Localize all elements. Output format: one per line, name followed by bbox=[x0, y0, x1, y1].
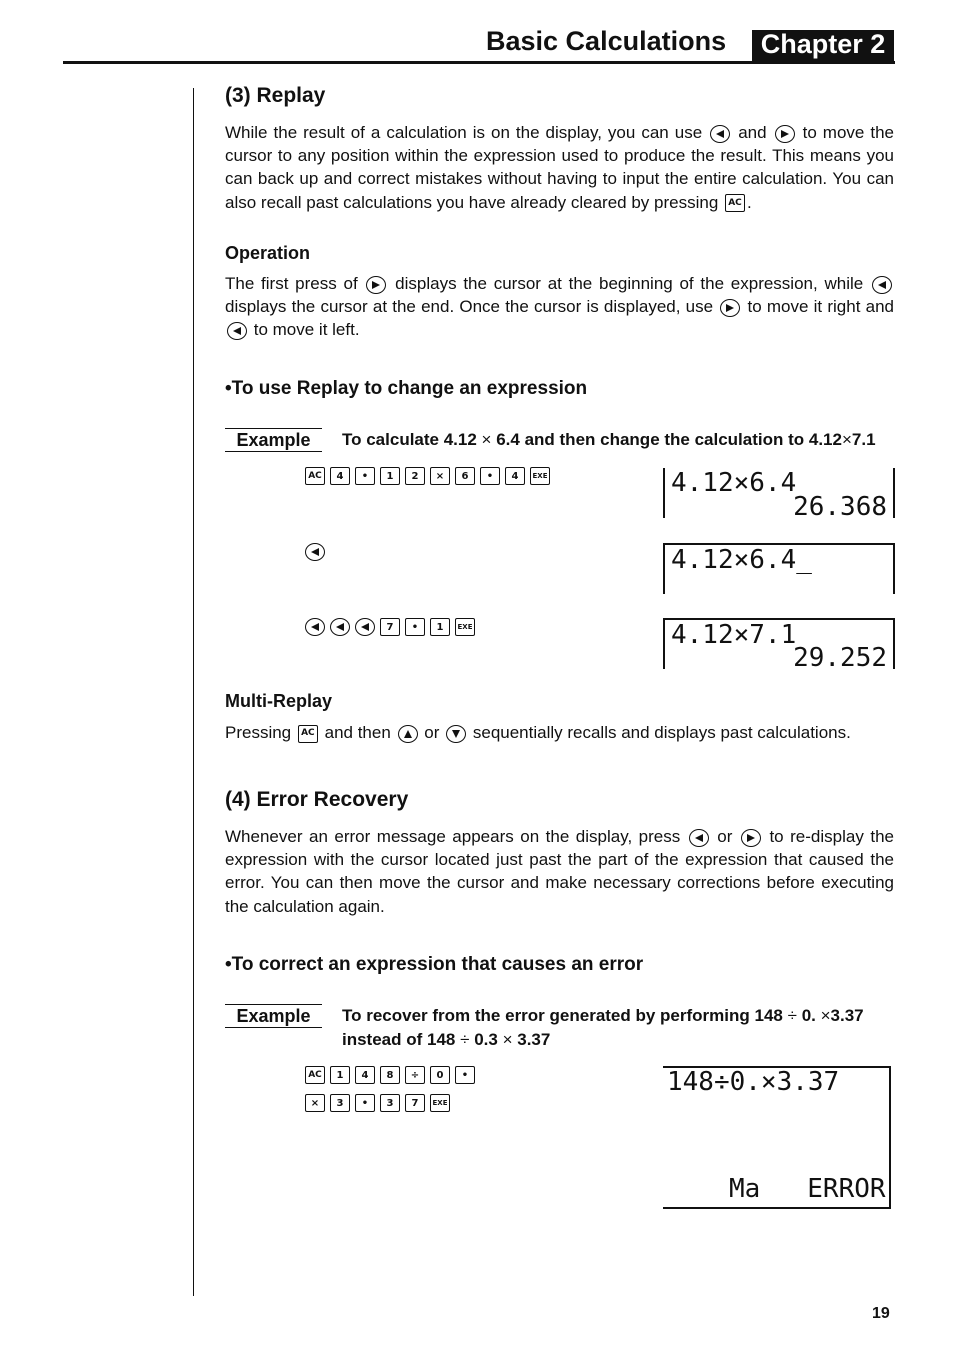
replay-heading: (3) Replay bbox=[225, 84, 326, 107]
lcd-line-1: 4.12×7.1 bbox=[671, 620, 797, 650]
text-span: To recover from the error generated by performing 148 bbox=[342, 1006, 783, 1025]
exe-key-icon: EXE bbox=[455, 618, 475, 636]
lcd-line-1: 148÷0.×3.37 bbox=[667, 1067, 840, 1097]
cursor-left-key-icon bbox=[689, 829, 709, 847]
decimal-key-icon: • bbox=[405, 618, 425, 636]
decimal-key-icon: • bbox=[480, 467, 500, 485]
lcd-display-1 bbox=[663, 468, 895, 522]
digit-key-icon: 4 bbox=[505, 467, 525, 485]
divide-key-icon: ÷ bbox=[405, 1066, 425, 1084]
digit-key-icon: 8 bbox=[380, 1066, 400, 1084]
lcd-line-2: 29.252 bbox=[793, 643, 887, 673]
example-text bbox=[342, 428, 876, 452]
text-span: to move it right and bbox=[747, 297, 894, 317]
multiply-key-icon: × bbox=[305, 1094, 325, 1112]
example-label: Example bbox=[225, 428, 322, 452]
text-span: instead of 148 bbox=[342, 1029, 456, 1049]
text-span: 3.37 bbox=[517, 1029, 551, 1049]
text-span: Pressing bbox=[225, 723, 292, 742]
bullet-heading: •To correct an expression that causes an error bbox=[225, 954, 644, 975]
key-sequence-1 bbox=[305, 467, 550, 485]
lcd-display-error bbox=[663, 1066, 891, 1209]
digit-key-icon: 4 bbox=[330, 467, 350, 485]
digit-key-icon: 6 bbox=[455, 467, 475, 485]
multi-replay-heading: Multi-Replay bbox=[225, 691, 333, 711]
text-span: displays the cursor at the end. Once the cursor is displayed, use bbox=[225, 297, 714, 317]
replay-paragraph bbox=[225, 121, 894, 214]
text-span: To calculate 4.12 bbox=[342, 430, 477, 449]
lcd-error-message: Ma ERROR bbox=[729, 1174, 886, 1204]
cursor-left-key-icon bbox=[710, 125, 730, 143]
lcd-line-1: 4.12×6.4 bbox=[671, 468, 797, 498]
key-sequence-5 bbox=[305, 1094, 450, 1112]
ac-key-icon: AC bbox=[725, 194, 745, 212]
text-span: to move it left. bbox=[253, 320, 360, 340]
times-sign: × bbox=[820, 1006, 831, 1025]
cursor-left-key-icon bbox=[227, 322, 247, 340]
multi-replay-paragraph bbox=[225, 721, 894, 744]
text-span: and then bbox=[324, 723, 391, 742]
text-span: 3.37 bbox=[830, 1006, 864, 1025]
decimal-key-icon: • bbox=[355, 467, 375, 485]
example-text bbox=[342, 1004, 864, 1051]
text-span: and bbox=[738, 123, 767, 142]
digit-key-icon: 7 bbox=[380, 618, 400, 636]
text-span: displays the cursor at the beginning of the expression, while bbox=[395, 274, 864, 293]
decimal-key-icon: • bbox=[355, 1094, 375, 1112]
decimal-key-icon: • bbox=[455, 1066, 475, 1084]
operation-paragraph bbox=[225, 272, 894, 342]
exe-key-icon: EXE bbox=[430, 1094, 450, 1112]
header-rule bbox=[63, 61, 895, 64]
digit-key-icon: 2 bbox=[405, 467, 425, 485]
digit-key-icon: 1 bbox=[430, 618, 450, 636]
cursor-left-key-icon bbox=[305, 543, 325, 561]
ac-key-icon: AC bbox=[298, 725, 318, 743]
bullet-heading: •To use Replay to change an expression bbox=[225, 378, 588, 399]
error-recovery-paragraph bbox=[225, 825, 894, 918]
text-span: While the result of a calculation is on the display, you can use bbox=[225, 123, 703, 142]
cursor-down-key-icon bbox=[446, 725, 466, 743]
digit-key-icon: 3 bbox=[380, 1094, 400, 1112]
exe-key-icon: EXE bbox=[530, 467, 550, 485]
digit-key-icon: 3 bbox=[330, 1094, 350, 1112]
text-span: 0. bbox=[801, 1006, 816, 1025]
lcd-display-2 bbox=[663, 543, 895, 594]
times-sign: × bbox=[841, 430, 852, 449]
multiply-key-icon: × bbox=[430, 467, 450, 485]
cursor-up-key-icon bbox=[398, 725, 418, 743]
times-sign: × bbox=[502, 1029, 513, 1049]
text-span: . bbox=[747, 192, 752, 212]
key-sequence-4 bbox=[305, 1066, 475, 1084]
cursor-right-key-icon bbox=[720, 299, 740, 317]
error-recovery-heading: (4) Error Recovery bbox=[225, 788, 409, 811]
cursor-right-key-icon bbox=[741, 829, 761, 847]
divide-sign: ÷ bbox=[460, 1029, 470, 1049]
example-line-1 bbox=[342, 1004, 864, 1028]
ac-key-icon: AC bbox=[305, 1066, 325, 1084]
cursor-right-key-icon bbox=[775, 125, 795, 143]
lcd-line-2: 26.368 bbox=[793, 492, 887, 522]
cursor-left-key-icon bbox=[872, 276, 892, 294]
divide-sign: ÷ bbox=[787, 1006, 797, 1025]
digit-key-icon: 1 bbox=[380, 467, 400, 485]
times-sign: × bbox=[481, 430, 492, 449]
ac-key-icon: AC bbox=[305, 467, 325, 485]
lcd-line-1: 4.12×6.4_ bbox=[671, 545, 812, 575]
key-sequence-2 bbox=[305, 543, 325, 561]
example-line-2 bbox=[342, 1028, 864, 1052]
cursor-right-key-icon bbox=[366, 276, 386, 294]
lcd-display-3 bbox=[663, 618, 895, 673]
chapter-badge: Chapter 2 bbox=[752, 30, 894, 63]
text-span: 7.1 bbox=[851, 430, 876, 449]
cursor-left-key-icon bbox=[330, 618, 350, 636]
key-sequence-3 bbox=[305, 618, 475, 636]
operation-heading: Operation bbox=[225, 243, 311, 263]
text-span: The first press of bbox=[225, 274, 358, 293]
text-span: Whenever an error message appears on the display, press bbox=[225, 827, 681, 846]
page-number: 19 bbox=[872, 1305, 890, 1322]
text-span: sequentially recalls and displays past calculations. bbox=[472, 723, 851, 742]
cursor-left-key-icon bbox=[355, 618, 375, 636]
example-label: Example bbox=[225, 1004, 322, 1028]
text-span: to move the cursor to any position within the expression used to produce the result. This means you can back up and correct mistakes without having to input the entire calculation. You can also recall past calculations you have already cleared by pressing bbox=[225, 123, 895, 212]
text-span: or bbox=[717, 827, 733, 846]
text-span: 0.3 bbox=[474, 1029, 498, 1049]
cursor-left-key-icon bbox=[305, 618, 325, 636]
margin-rule bbox=[193, 88, 194, 1296]
digit-key-icon: 4 bbox=[355, 1066, 375, 1084]
digit-key-icon: 0 bbox=[430, 1066, 450, 1084]
section-title: Basic Calculations bbox=[486, 26, 727, 56]
text-span: or bbox=[424, 723, 440, 742]
digit-key-icon: 7 bbox=[405, 1094, 425, 1112]
text-span: 6.4 and then change the calculation to 4.12 bbox=[496, 430, 842, 449]
text-span: to re-display the expression with the cursor located just past the part of the expression that caused the error. You can then move the cursor and make necessary corrections before executing the calculation again. bbox=[225, 827, 894, 916]
digit-key-icon: 1 bbox=[330, 1066, 350, 1084]
